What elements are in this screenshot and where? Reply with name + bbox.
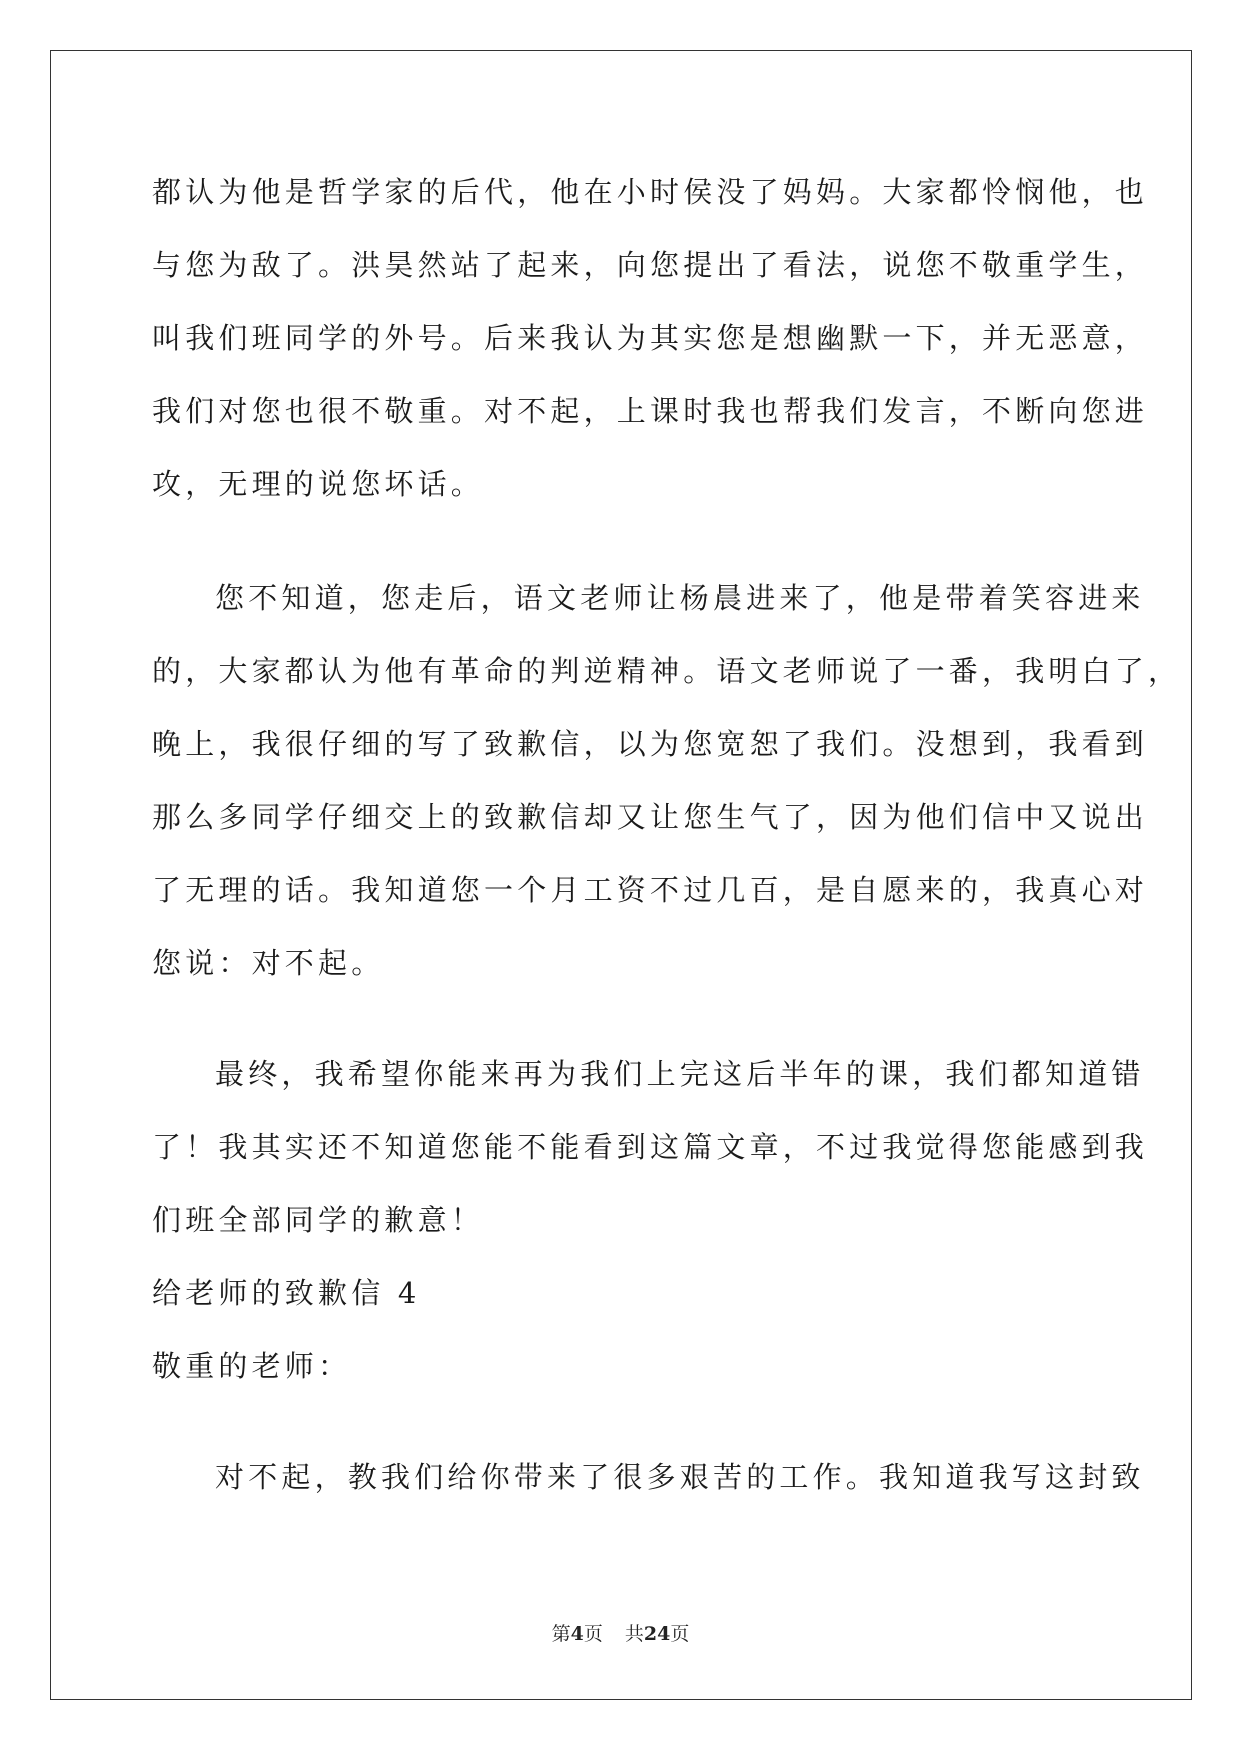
page-footer	[0, 1622, 1241, 1646]
body-line: 的，大家都认为他有革命的判逆精神。语文老师说了一番，我明白了，	[152, 654, 1182, 688]
paragraph-start-line: 您不知道，您走后，语文老师让杨晨进来了，他是带着笑容进来	[215, 581, 1145, 615]
body-line: 晚上，我很仔细的写了致歉信，以为您宽恕了我们。没想到，我看到	[152, 727, 1149, 761]
paragraph-start-line: 最终，我希望你能来再为我们上完这后半年的课，我们都知道错	[215, 1057, 1145, 1091]
section-heading: 给老师的致歉信 4	[152, 1276, 421, 1310]
body-line: 叫我们班同学的外号。后来我认为其实您是想幽默一下，并无恶意，	[152, 321, 1149, 355]
salutation: 敬重的老师：	[152, 1349, 352, 1383]
paragraph-start-line: 对不起，教我们给你带来了很多艰苦的工作。我知道我写这封致	[215, 1460, 1145, 1494]
body-line: 我们对您也很不敬重。对不起，上课时我也帮我们发言，不断向您进	[152, 394, 1149, 428]
page-number: 4	[570, 1623, 584, 1645]
total-prefix: 共	[624, 1623, 644, 1645]
body-line: 那么多同学仔细交上的致歉信却又让您生气了，因为他们信中又说出	[152, 800, 1149, 834]
page-prefix: 第	[551, 1623, 571, 1645]
page-suffix: 页	[583, 1623, 603, 1645]
total-suffix: 页	[670, 1623, 690, 1645]
body-line: 与您为敌了。洪昊然站了起来，向您提出了看法，说您不敬重学生，	[152, 248, 1149, 282]
body-line: 们班全部同学的歉意！	[152, 1203, 485, 1237]
body-line: 了无理的话。我知道您一个月工资不过几百，是自愿来的，我真心对	[152, 873, 1149, 907]
body-line: 您说：对不起。	[152, 946, 385, 980]
body-line: 都认为他是哲学家的后代，他在小时侯没了妈妈。大家都怜悯他，也	[152, 175, 1149, 209]
total-pages: 24	[643, 1623, 671, 1645]
body-line: 攻，无理的说您坏话。	[152, 467, 485, 501]
body-line: 了！我其实还不知道您能不能看到这篇文章，不过我觉得您能感到我	[152, 1130, 1149, 1164]
